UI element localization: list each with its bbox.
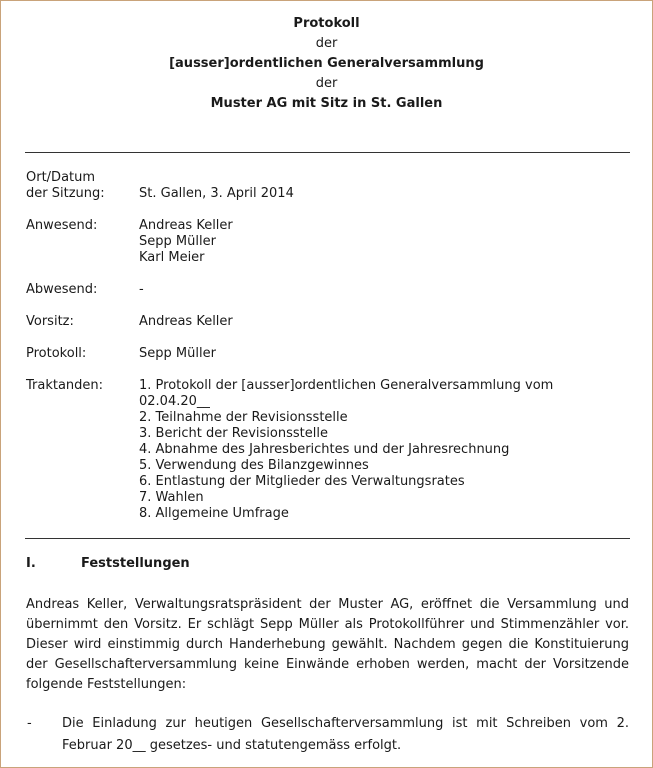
traktandum-item: 3. Bericht der Revisionsstelle: [139, 426, 328, 441]
traktanden-label: Traktanden:: [26, 378, 104, 393]
traktandum-item: 1. Protokoll der [ausser]ordentlichen Generalversammlung vom: [139, 378, 554, 393]
bullet-dash: -: [27, 716, 32, 731]
company-title: Muster AG mit Sitz in St. Gallen: [210, 96, 443, 111]
vorsitz-label: Vorsitz:: [26, 314, 74, 329]
traktandum-item: 4. Abnahme des Jahresberichtes und der Jahresrechnung: [139, 442, 510, 457]
section-title: Feststellungen: [81, 556, 190, 571]
anwesend-item: Sepp Müller: [139, 234, 216, 249]
traktandum-item: 5. Verwendung des Bilanzgewinnes: [139, 458, 369, 473]
abwesend-value: -: [139, 282, 144, 297]
ort-datum-value: St. Gallen, 3. April 2014: [139, 186, 294, 201]
abwesend-label: Abwesend:: [26, 282, 98, 297]
anwesend-label: Anwesend:: [26, 218, 98, 233]
assembly-title: [ausser]ordentlichen Generalversammlung: [169, 56, 484, 71]
vorsitz-value: Andreas Keller: [139, 314, 233, 329]
section-paragraph: Andreas Keller, Verwaltungsratspräsident der Muster AG, eröffnet die Versammlung und übernimmt den Vorsitz. Er schlägt Sepp Müller als Protokollführer und Stimmenzähler vor. Dieser wird einstimmig durch Handerhebung gewählt. Nachdem gegen die Konstituierung der Gesellschafterversammlung keine Einwände erhoben werden, macht der Vorsitzende folgende Feststellungen:: [26, 597, 629, 692]
traktandum-item: 8. Allgemeine Umfrage: [139, 506, 289, 521]
anwesend-item: Andreas Keller: [139, 218, 233, 233]
section-number: I.: [26, 556, 36, 571]
divider-middle: [25, 538, 630, 539]
traktandum-item: 7. Wahlen: [139, 490, 204, 505]
ort-datum-label-2: der Sitzung:: [26, 186, 105, 201]
traktandum-item: 02.04.20__: [139, 394, 210, 409]
protokoll-value: Sepp Müller: [139, 346, 216, 361]
traktandum-item: 2. Teilnahme der Revisionsstelle: [139, 410, 348, 425]
title-der-1: der: [315, 36, 338, 51]
traktandum-item: 6. Entlastung der Mitglieder des Verwaltungsrates: [139, 474, 465, 489]
section-heading: [26, 556, 190, 571]
doc-title: Protokoll: [293, 16, 360, 31]
ort-datum-label-1: Ort/Datum: [26, 170, 96, 185]
divider-top: [25, 152, 630, 153]
anwesend-item: Karl Meier: [139, 250, 205, 265]
bullet-text: Die Einladung zur heutigen Gesellschafterversammlung ist mit Schreiben vom 2. Februar 20__ gesetzes- und statutengemäss erfolgt.: [62, 716, 629, 753]
title-der-2: der: [315, 76, 338, 91]
protokoll-label: Protokoll:: [26, 346, 87, 361]
